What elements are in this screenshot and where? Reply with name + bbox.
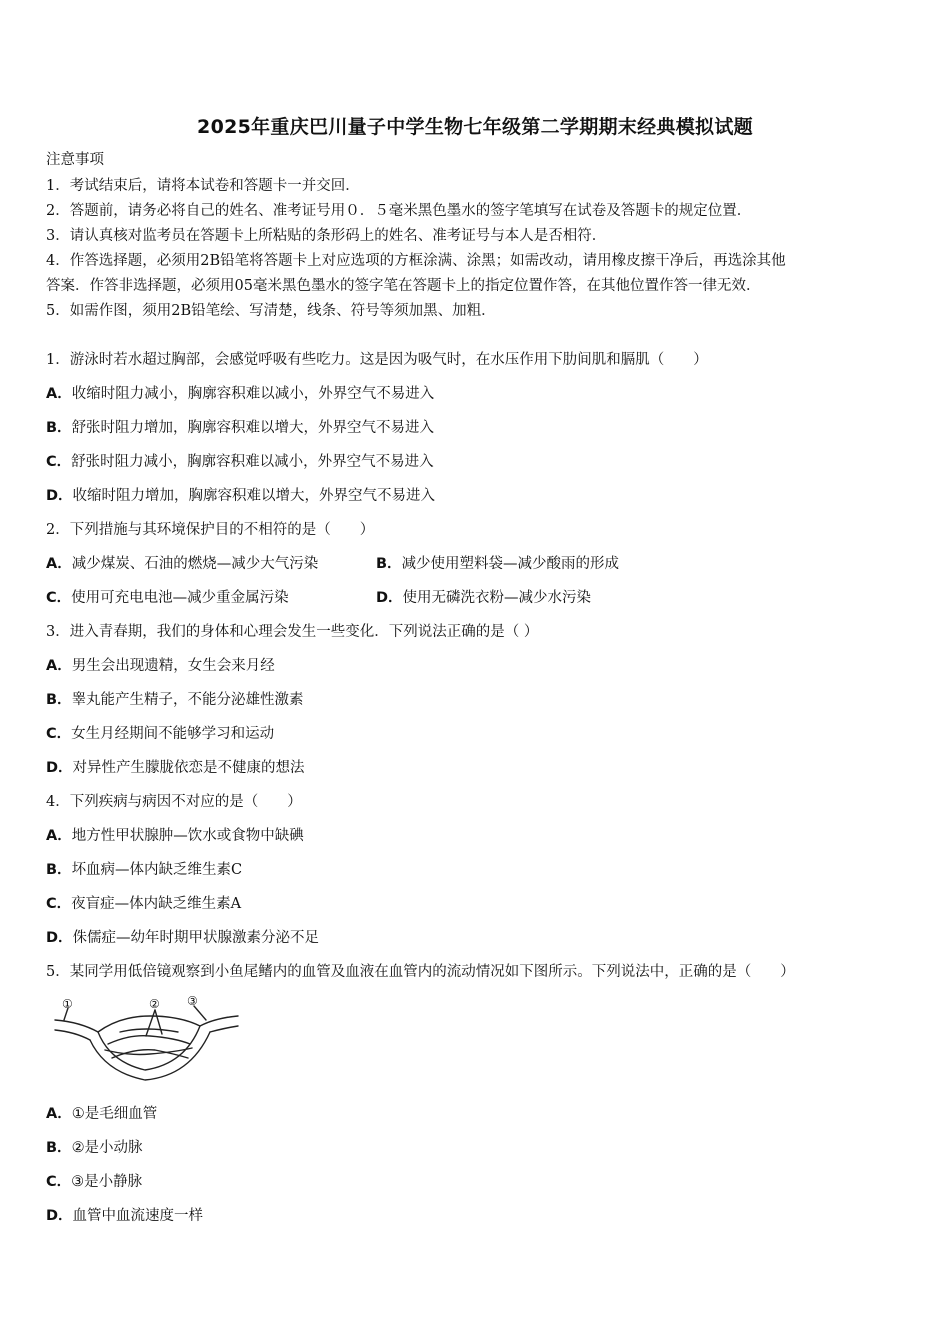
option-text: 收缩时阻力减小，胸廓容积难以减小，外界空气不易进入 — [71, 386, 435, 402]
question-stem: 1．游泳时若水超过胸部，会感觉呼吸有些吃力。这是因为吸气时，在水压作用下肋间肌和膈肌（ ） — [46, 352, 708, 368]
option-label: C． — [46, 590, 72, 606]
option-b — [46, 860, 242, 880]
option-text: 收缩时阻力增加，胸廓容积难以增大，外界空气不易进入 — [72, 488, 436, 504]
option-text: 舒张时阻力减小，胸廓容积难以减小，外界空气不易进入 — [71, 454, 434, 470]
page-title: 2025年重庆巴川量子中学生物七年级第二学期期末经典模拟试题 — [197, 116, 753, 138]
question-stem: 2．下列措施与其环境保护目的不相符的是（ ） — [46, 522, 375, 538]
capillary — [108, 1036, 190, 1044]
option-label: D． — [46, 930, 73, 946]
figure-label-1: ① — [62, 997, 73, 1011]
option-b — [376, 554, 619, 574]
blood-vessel-diagram — [50, 992, 240, 1092]
option-label: A． — [46, 1106, 72, 1122]
option-c — [46, 724, 274, 744]
notice-item: 3．请认真核对监考员在答题卡上所粘贴的条形码上的姓名、准考证号与本人是否相符． — [46, 228, 607, 244]
option-d — [376, 588, 591, 608]
option-c — [46, 1172, 142, 1192]
option-text: 地方性甲状腺肿—饮水或食物中缺碘 — [71, 828, 304, 844]
option-c — [46, 452, 434, 472]
option-label: B． — [46, 420, 72, 436]
option-text: 坏血病—体内缺乏维生素C — [71, 862, 243, 878]
figure-label-3: ③ — [187, 994, 198, 1008]
option-text: 对异性产生朦胧依恋是不健康的想法 — [72, 760, 305, 776]
option-label: D． — [376, 590, 403, 606]
option-label: B． — [46, 692, 72, 708]
vessel-outline — [210, 1026, 238, 1032]
notice-item: 5．如需作图，须用2B铅笔绘、写清楚，线条、符号等须加黑、加粗． — [46, 303, 496, 319]
notice-item: 2．答题前，请务必将自己的姓名、准考证号用０．５毫米黑色墨水的签字笔填写在试卷及答题卡的规定位置． — [46, 203, 752, 219]
question-stem: 3．进入青春期，我们的身体和心理会发生一些变化．下列说法正确的是（ ） — [46, 624, 539, 640]
option-text: 男生会出现遗精，女生会来月经 — [71, 658, 275, 674]
label-leader — [146, 1010, 155, 1036]
notice-item: 4．作答选择题，必须用2B铅笔将答题卡上对应选项的方框涂满、涂黑；如需改动，请用橡皮擦干净后，再选涂其他 — [46, 253, 786, 269]
option-label: D． — [46, 760, 73, 776]
option-text: 侏儒症—幼年时期甲状腺激素分泌不足 — [72, 930, 320, 946]
option-b — [46, 1138, 143, 1158]
notice-heading: 注意事项 — [46, 152, 104, 168]
option-label: B． — [46, 862, 72, 878]
option-d — [46, 486, 435, 506]
option-label: A． — [46, 828, 72, 844]
option-text: 女生月经期间不能够学习和运动 — [71, 726, 275, 742]
label-leader — [155, 1010, 162, 1034]
question-stem: 5．某同学用低倍镜观察到小鱼尾鳍内的血管及血液在血管内的流动情况如下图所示。下列说法中，正确的是（ ） — [46, 964, 795, 980]
option-text: 使用可充电电池—减少重金属污染 — [71, 590, 289, 606]
option-text: ①是毛细血管 — [71, 1106, 158, 1122]
option-text: 血管中血流速度一样 — [72, 1208, 204, 1224]
option-label: D． — [46, 1208, 73, 1224]
option-text: ②是小动脉 — [71, 1140, 143, 1156]
option-label: D． — [46, 488, 73, 504]
option-label: C． — [46, 1174, 72, 1190]
notice-item: 答案．作答非选择题，必须用05毫米黑色墨水的签字笔在答题卡上的指定位置作答，在其他位置作答一律无效． — [46, 278, 761, 294]
option-a — [46, 384, 434, 404]
option-a — [46, 1104, 157, 1124]
option-text: 使用无磷洗衣粉—减少水污染 — [402, 590, 592, 606]
option-c — [46, 894, 241, 914]
label-leader — [194, 1006, 206, 1020]
option-label: C． — [46, 726, 72, 742]
option-b — [46, 418, 434, 438]
option-text: 睾丸能产生精子，不能分泌雄性激素 — [71, 692, 304, 708]
notice-item: 1．考试结束后，请将本试卷和答题卡一并交回． — [46, 178, 360, 194]
capillary — [98, 1026, 200, 1070]
question-stem: 4．下列疾病与病因不对应的是（ ） — [46, 794, 302, 810]
option-a — [46, 826, 304, 846]
option-text: 夜盲症—体内缺乏维生素A — [71, 896, 242, 912]
option-b — [46, 690, 304, 710]
option-label: C． — [46, 896, 72, 912]
option-d — [46, 928, 319, 948]
option-a — [46, 656, 275, 676]
option-text: 减少使用塑料袋—减少酸雨的形成 — [401, 556, 620, 572]
option-d — [46, 1206, 203, 1226]
option-c — [46, 588, 289, 608]
option-label: B． — [46, 1140, 72, 1156]
option-a — [46, 554, 318, 574]
option-text: 舒张时阻力增加，胸廓容积难以增大，外界空气不易进入 — [71, 420, 435, 436]
option-d — [46, 758, 305, 778]
option-text: ③是小静脉 — [71, 1174, 143, 1190]
option-text: 减少煤炭、石油的燃烧—减少大气污染 — [71, 556, 319, 572]
figure-label-2: ② — [149, 997, 160, 1011]
option-label: A． — [46, 386, 72, 402]
option-label: B． — [376, 556, 402, 572]
option-label: A． — [46, 556, 72, 572]
vessel-outline — [55, 1030, 90, 1040]
capillary — [90, 1032, 210, 1080]
option-label: A． — [46, 658, 72, 674]
option-label: C． — [46, 454, 72, 470]
